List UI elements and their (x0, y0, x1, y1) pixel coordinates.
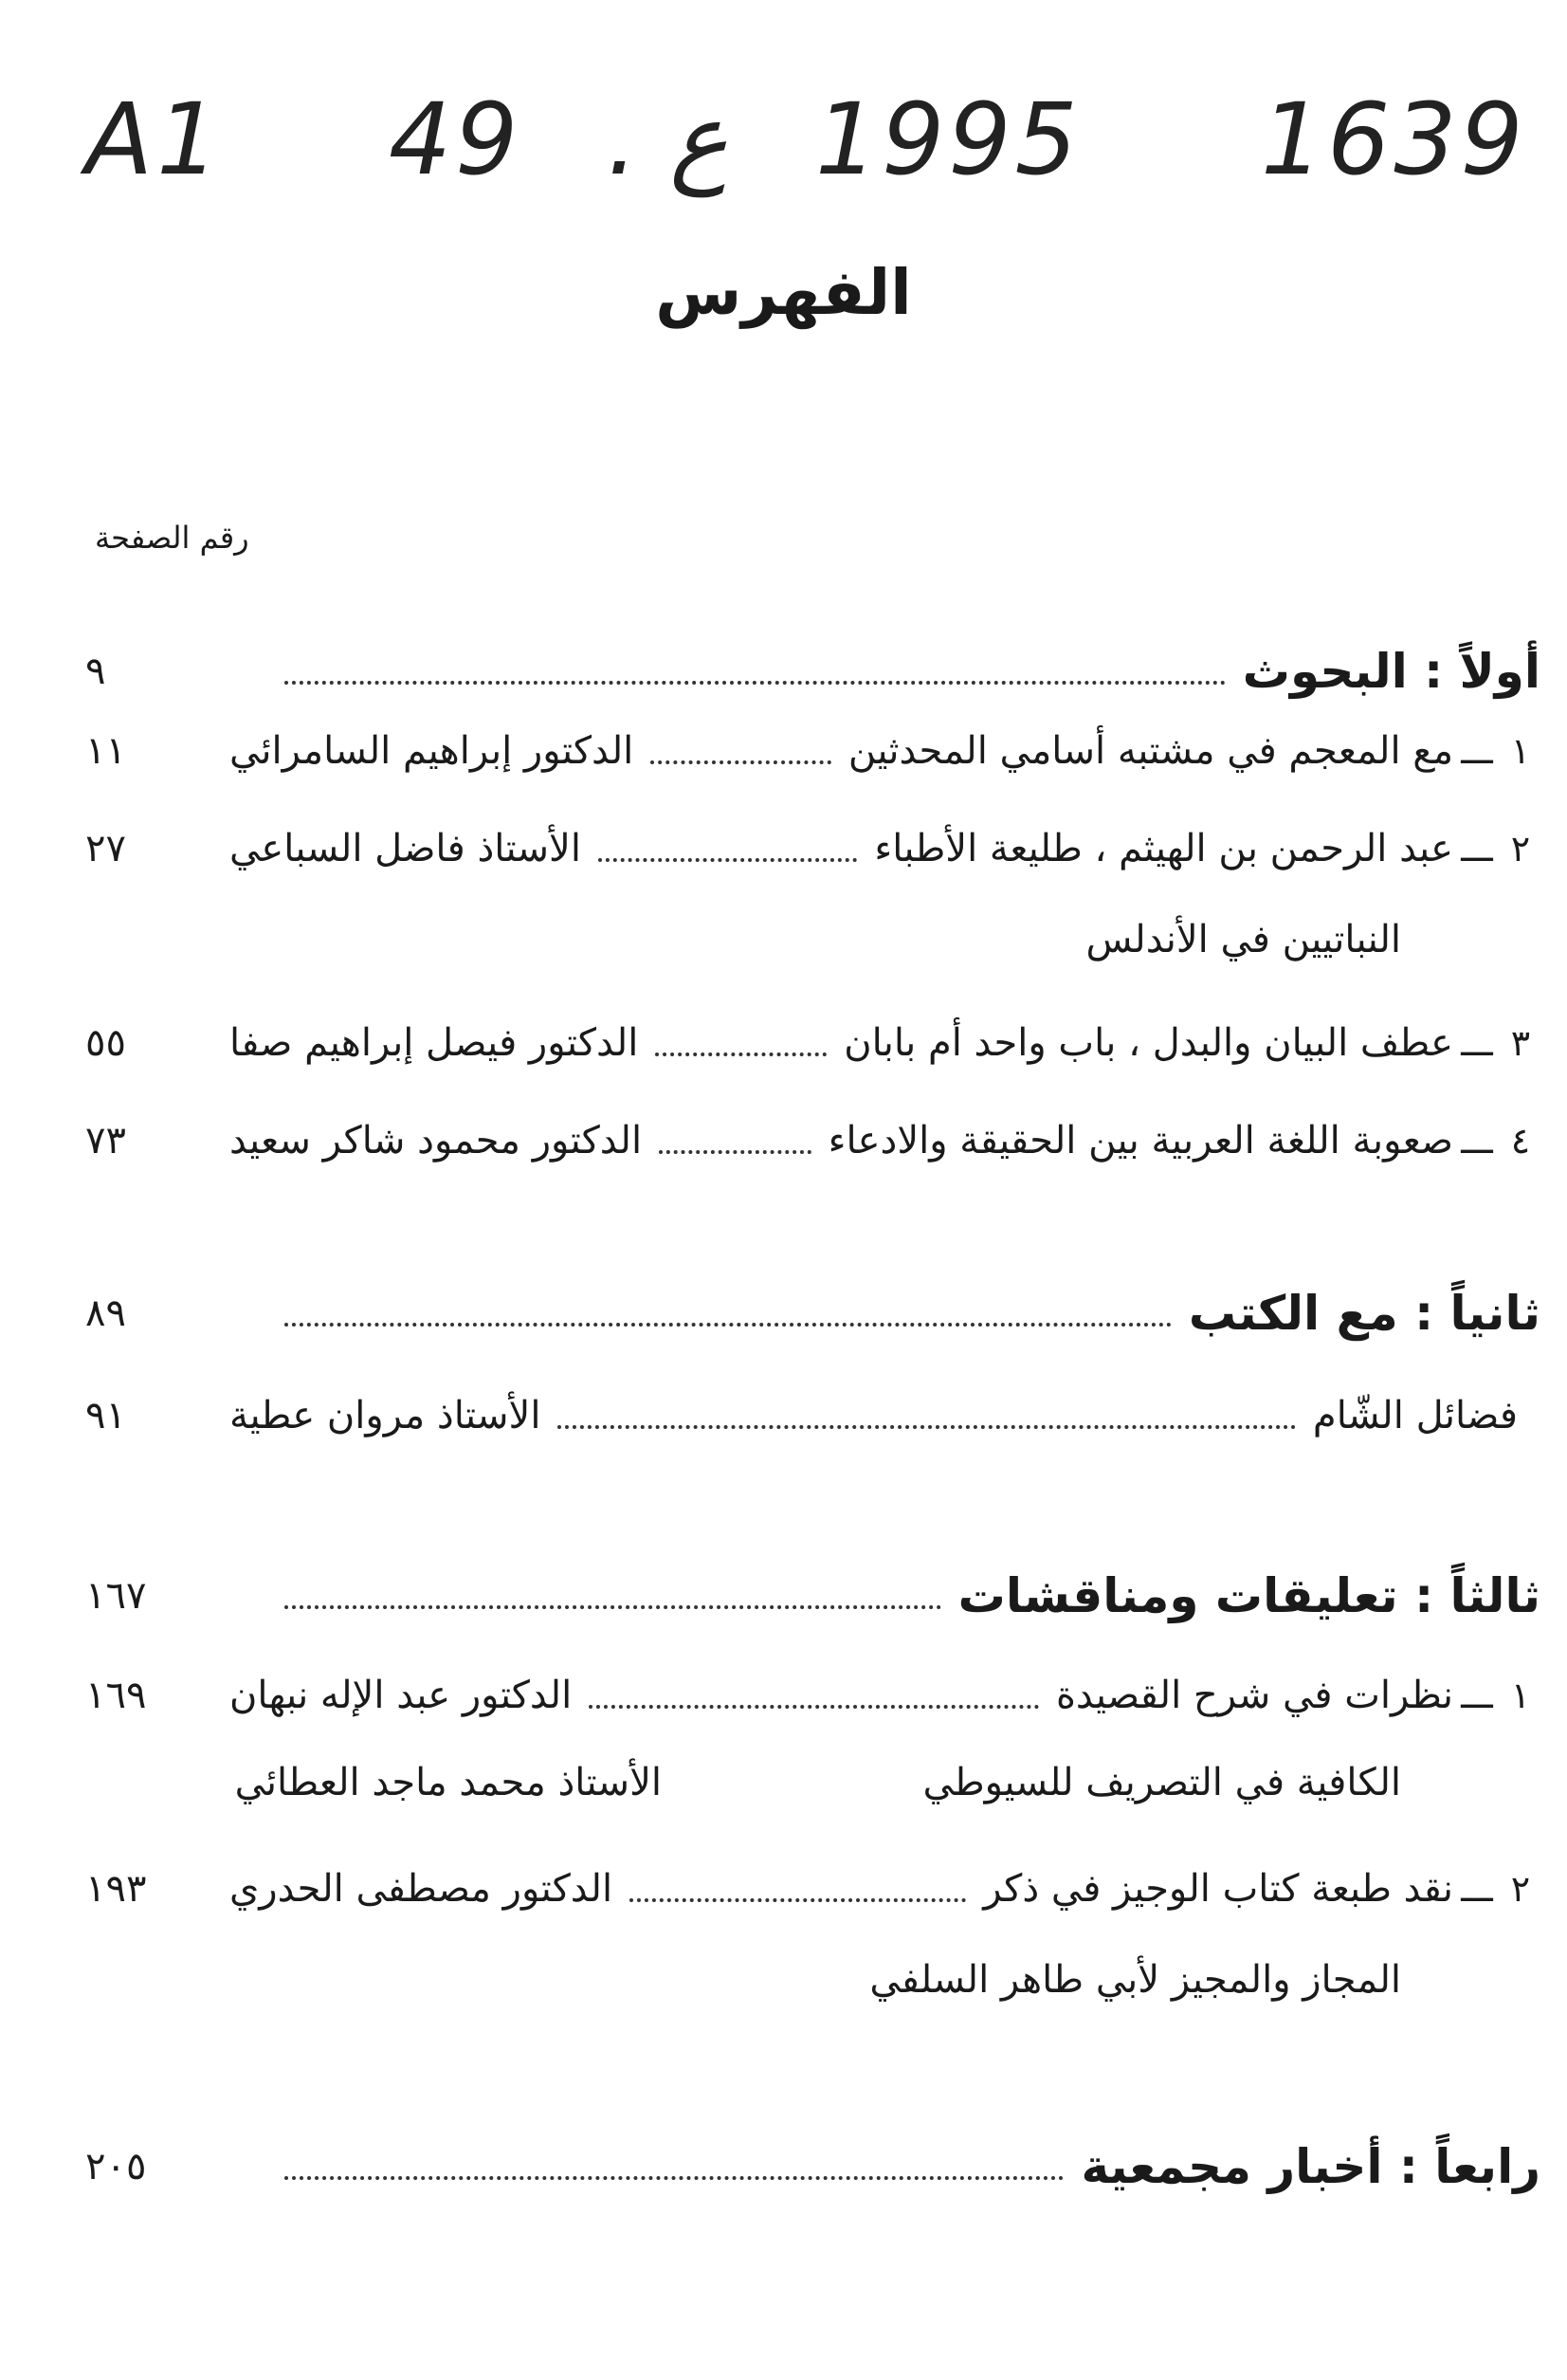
entry-author: الدكتور إبراهيم السامرائي (229, 729, 634, 773)
entry-number: ٢ (1510, 1868, 1531, 1910)
handwritten-code-ain: . ع (607, 82, 729, 197)
leader-dots (659, 1150, 811, 1154)
leader-dots (655, 1053, 827, 1056)
entry-author: الدكتور عبد الإله نبهان (229, 1674, 573, 1717)
entry-dash: ـــ (1461, 828, 1493, 870)
page-title: الفهرس (655, 256, 912, 329)
entry-number: ٢ (1510, 828, 1531, 870)
page-number: ٥٥ (85, 1021, 126, 1065)
toc-entry (85, 1103, 1540, 1179)
toc-entry (85, 1851, 1540, 1927)
page-number: ٢٠٥ (85, 2145, 147, 2188)
page-number: ١١ (85, 729, 126, 773)
entry-dash: ـــ (1461, 1022, 1493, 1064)
entry-title: صعوبة اللغة العربية بين الحقيقة والادعاء (828, 1119, 1453, 1163)
section-heading-research (85, 633, 1540, 709)
page-number: ١٦٩ (85, 1674, 147, 1717)
leader-dots (589, 1705, 1039, 1709)
entry-title: فضائل الشّام (1312, 1394, 1518, 1437)
toc-entry (85, 1378, 1540, 1454)
page-number: ٧٣ (85, 1119, 126, 1163)
entry-author: الدكتور محمود شاكر سعيد (229, 1119, 643, 1163)
section-heading-label: أولاً : البحوث (1242, 644, 1540, 699)
entry-author: الأستاذ فاضل السباعي (229, 827, 581, 870)
entry-number: ١ (1510, 1675, 1531, 1716)
entry-title: عطف البيان والبدل ، باب واحد أم بابان (844, 1021, 1453, 1065)
section-heading-books (85, 1275, 1540, 1351)
section-heading-news (85, 2129, 1540, 2205)
page-number: ١٩٣ (85, 1867, 147, 1911)
entry-title-continuation: المجاز والمجيز لأبي طاهر السلفي (869, 1958, 1401, 2002)
entry-author: الدكتور فيصل إبراهيم صفا (229, 1021, 639, 1065)
handwritten-number: 1639 (1261, 82, 1527, 197)
page-number: ٩١ (85, 1394, 126, 1437)
entry-dash: ـــ (1461, 1868, 1493, 1910)
page-number: ٢٧ (85, 827, 126, 870)
page-number: ٩ (85, 650, 106, 693)
leader-dots (284, 1605, 941, 1609)
entry-title: عبد الرحمن بن الهيثم ، طليعة الأطباء (874, 827, 1453, 870)
handwritten-code-49: 49 (389, 82, 522, 197)
entry-dash: ـــ (1461, 730, 1493, 772)
toc-entry (85, 1005, 1540, 1081)
section-heading-label: رابعاً : أخبار مجمعية (1081, 2139, 1540, 2194)
page-number: ٨٩ (85, 1291, 126, 1335)
handwritten-code-a1: A1 (85, 82, 224, 197)
leader-dots (284, 681, 1226, 685)
leader-dots (629, 1898, 966, 1902)
entry-author: الدكتور مصطفى الحدري (229, 1867, 613, 1911)
leader-dots (284, 1323, 1172, 1327)
section-heading-label: ثانياً : مع الكتب (1188, 1286, 1540, 1341)
entry-number: ٤ (1510, 1120, 1531, 1162)
entry-title: مع المعجم في مشتبه أسامي المحدثين (847, 729, 1453, 773)
leader-dots (650, 760, 831, 764)
toc-entry (85, 811, 1540, 887)
section-heading-label: ثالثاً : تعليقات ومناقشات (957, 1568, 1540, 1623)
entry-number: ٣ (1510, 1022, 1531, 1064)
entry-title-continuation: النباتيين في الأندلس (1085, 918, 1401, 961)
handwritten-year: 1995 (815, 82, 1082, 197)
toc-entry (85, 1657, 1540, 1733)
leader-dots (598, 858, 857, 862)
entry-title: نظرات في شرح القصيدة (1055, 1674, 1453, 1717)
page-number: ١٦٧ (85, 1574, 147, 1618)
entry-dash: ـــ (1461, 1675, 1493, 1716)
entry-author: الأستاذ مروان عطية (229, 1394, 541, 1437)
entry-dash: ـــ (1461, 1120, 1493, 1162)
leader-dots (284, 2176, 1064, 2180)
leader-dots (557, 1425, 1295, 1429)
entry-author-continuation: الأستاذ محمد ماجد العطائي (234, 1761, 662, 1804)
section-heading-comments (85, 1558, 1540, 1634)
entry-title-continuation: الكافية في التصريف للسيوطي (922, 1761, 1401, 1804)
entry-title: نقد طبعة كتاب الوجيز في ذكر (983, 1867, 1453, 1911)
entry-number: ١ (1510, 730, 1531, 772)
page-number-column-label: رقم الصفحة (95, 520, 249, 556)
toc-entry (85, 713, 1540, 789)
